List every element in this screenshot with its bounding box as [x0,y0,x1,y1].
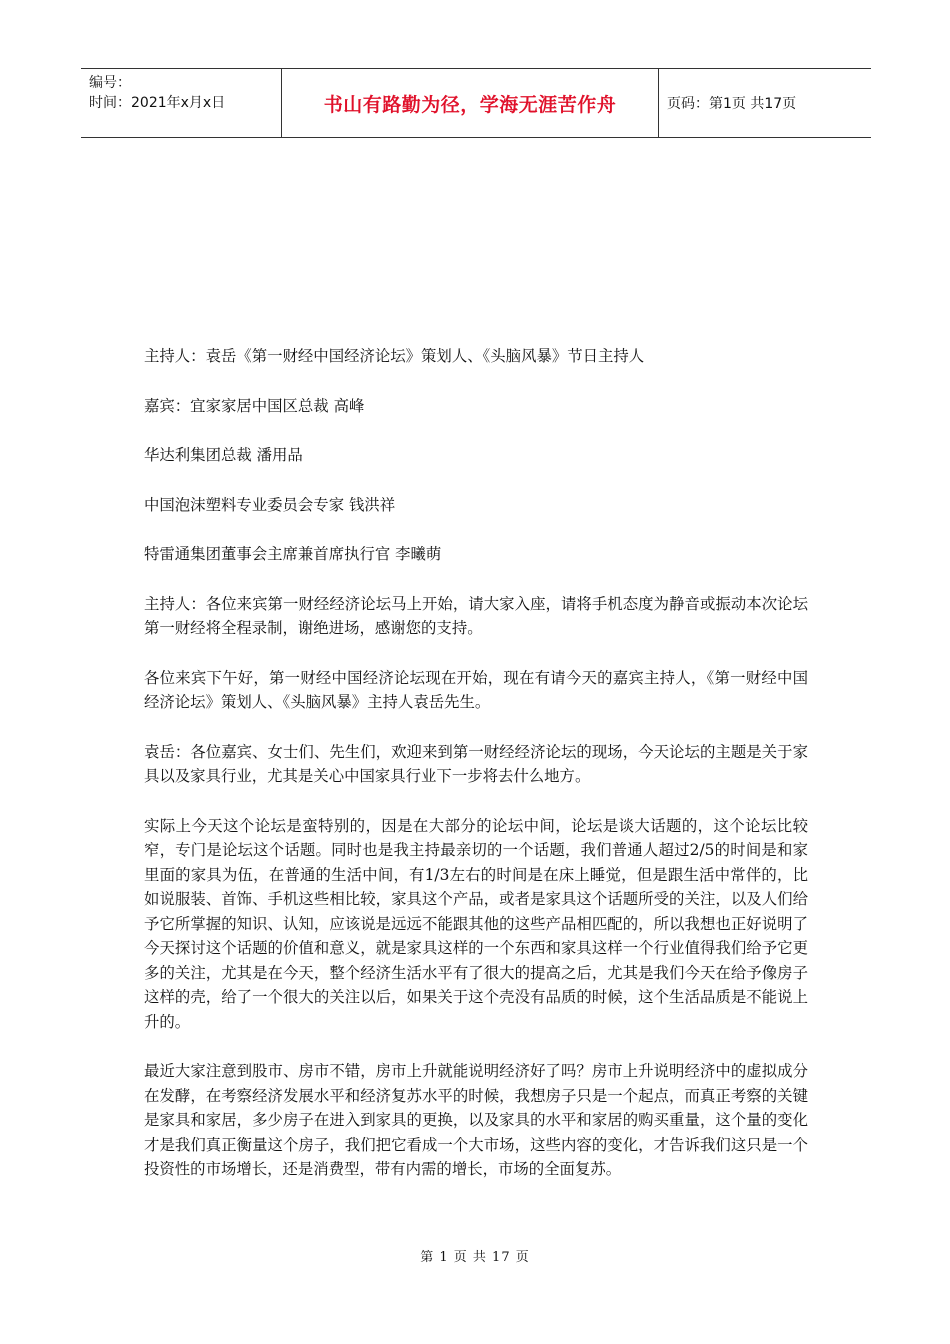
document-body [144,344,808,1207]
paragraph-welcome: 各位来宾下午好，第一财经中国经济论坛现在开始，现在有请今天的嘉宾主持人，《第一财经中国经济论坛》策划人、《头脑风暴》主持人袁岳先生。 [144,668,808,711]
paragraph-market: 最近大家注意到股市、房市不错，房市上升就能说明经济好了吗？房市上升说明经济中的虚拟成分在发酵，在考察经济发展水平和经济复苏水平的时候，我想房子只是一个起点，而真正考察的关键是家具和家居，多少房子在进入到家具的更换，以及家具的水平和家居的购买重量，这个量的变化才是我们真正衡量这个房子，我们把它看成一个大市场，这些内容的变化，才告诉我们这只是一个投资性的市场增长，还是消费型，带有内需的增长，市场的全面复苏。 [144,1062,808,1178]
page-footer: 第 1 页 共 17 页 [420,1250,530,1265]
paragraph-guest-2: 华达利集团总裁 潘用品 [144,446,303,464]
header-page-info: 页码：第1页 共17页 [667,96,797,112]
paragraph-guest-4: 特雷通集团董事会主席兼首席执行官 李曦萌 [144,545,442,563]
paragraph-forum-topic: 实际上今天这个论坛是蛮特别的，因是在大部分的论坛中间，论坛是谈大话题的，这个论坛比较窄，专门是论坛这个话题。同时也是我主持最亲切的一个话题，我们普通人超过2/5的时间是和家里面的家具为伍，在普通的生活中间，有1/3左右的时间是在床上睡觉，但是跟生活中常伴的，比如说服装、首饰、手机这些相比较，家具这个产品，或者是家具这个话题所受的关注，以及人们给予它所掌握的知识、认知，应该说是远远不能跟其他的这些产品相匹配的，所以我想也正好说明了今天探讨这个话题的价值和意义，就是家具这样的一个东西和家具这样一个行业值得我们给予它更多的关注，尤其是在今天，整个经济生活水平有了很大的提高之后，尤其是我们今天在给予像房子这样的壳，给了一个很大的关注以后，如果关于这个壳没有品质的时候，这个生活品质是不能说上升的。 [144,816,808,1031]
paragraph-guest-3: 中国泡沫塑料专业委员会专家 钱洪祥 [144,495,396,514]
paragraph-opening-notice: 主持人：各位来宾第一财经经济论坛马上开始，请大家入座，请将手机态度为静音或振动本次论坛第一财经将全程录制，谢绝进场，感谢您的支持。 [144,594,808,637]
paragraph-yuan-intro: 袁岳：各位嘉宾、女士们、先生们，欢迎来到第一财经经济论坛的现场，今天论坛的主题是关于家具以及家具行业，尤其是关心中国家具行业下一步将去什么地方。 [144,742,808,785]
document-date: 时间：2021年x月x日 [89,95,226,111]
header-motto: 书山有路勤为径，学海无涯苦作舟 [282,69,659,137]
page-header [81,68,871,138]
header-meta [81,69,282,137]
paragraph-host: 主持人：袁岳《第一财经中国经济论坛》策划人、《头脑风暴》节日主持人 [144,347,645,365]
document-number-label: 编号： [89,75,131,91]
paragraph-guest-1: 嘉宾：宜家家居中国区总裁 高峰 [144,396,365,415]
